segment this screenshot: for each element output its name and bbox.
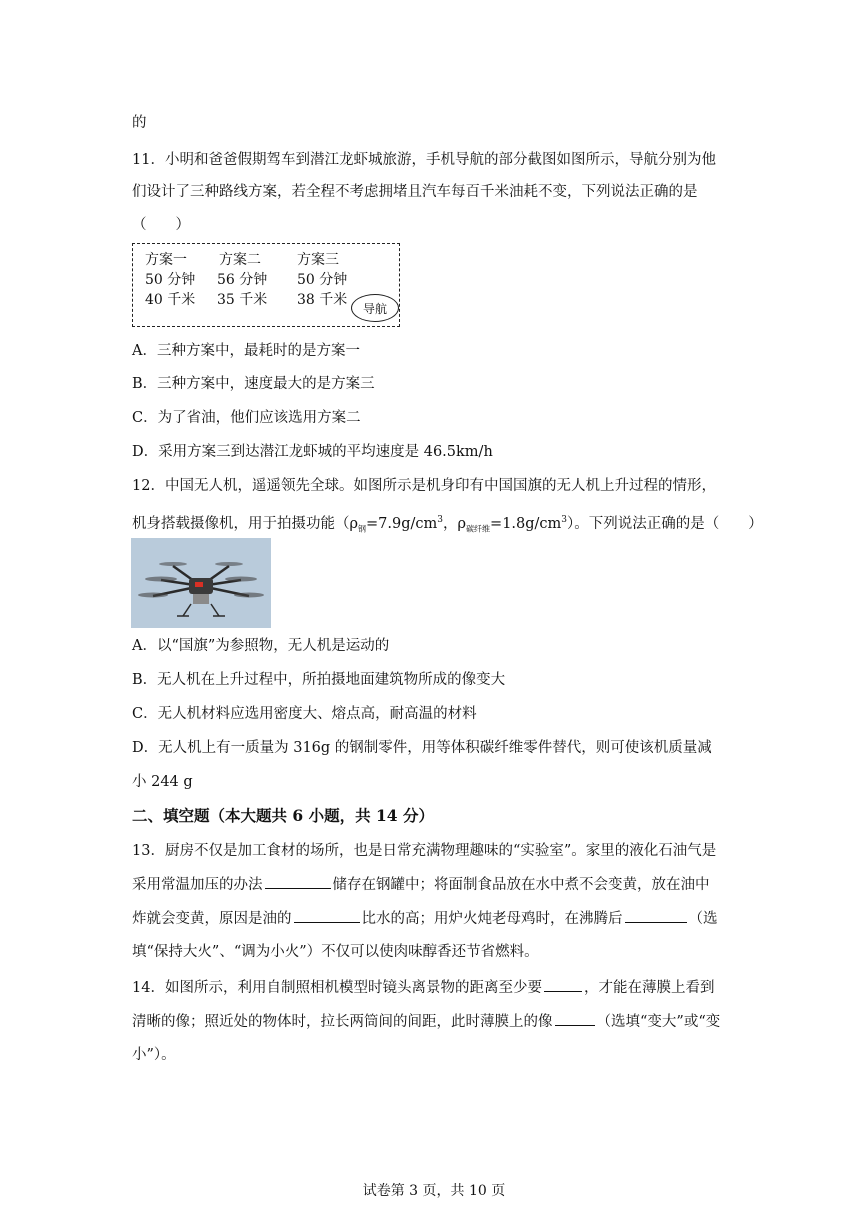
drone-icon (131, 538, 271, 628)
plan-1-time: 50 分钟 (145, 272, 196, 288)
plan-3-name: 方案三 (297, 252, 339, 268)
q14-stem-1 (132, 977, 714, 998)
text: 机身搭载摄像机，用于拍摄功能（ρ (132, 515, 359, 532)
answer-blank[interactable] (544, 977, 582, 992)
q12-option-c: C．无人机材料应选用密度大、熔点高，耐高温的材料 (132, 706, 477, 722)
q11-option-c: C．为了省油，他们应该选用方案二 (132, 410, 361, 426)
text: （选 (688, 911, 718, 927)
navigation-screenshot (132, 243, 400, 327)
subscript: 碳纤维 (466, 524, 491, 534)
plan-3-distance: 38 千米 (297, 292, 348, 308)
q11-option-d: D．采用方案三到达潜江龙虾城的平均速度是 46.5km/h (132, 444, 493, 460)
q12-option-a: A．以“国旗”为参照物，无人机是运动的 (132, 638, 390, 654)
answer-blank[interactable] (294, 908, 360, 923)
plan-3-time: 50 分钟 (297, 272, 348, 288)
text: 储存在钢罐中；将面制食品放在水中煮不会变黄，放在油中 (332, 877, 710, 893)
q11-option-a: A．三种方案中，最耗时的是方案一 (132, 343, 360, 359)
superscript: 3 (437, 515, 444, 525)
section-heading: 二、填空题（本大题共 6 小题，共 14 分） (132, 806, 434, 825)
q13-stem-2 (132, 874, 710, 895)
plan-2-name: 方案二 (219, 252, 261, 268)
q14-stem-2 (132, 1011, 720, 1032)
q11-answer-bracket: （ ） (132, 217, 190, 233)
text: 比水的高；用炉火炖老母鸡时，在沸腾后 (361, 911, 623, 927)
q13-stem-3 (132, 908, 718, 929)
answer-blank[interactable] (625, 908, 687, 923)
q12-option-b: B．无人机在上升过程中，所拍摄地面建筑物所成的像变大 (132, 672, 506, 688)
text: 清晰的像；照近处的物体时，拉长两筒间的间距，此时薄膜上的像 (132, 1014, 553, 1030)
drone-photo (131, 538, 271, 628)
answer-blank[interactable] (265, 874, 331, 889)
text: ，才能在薄膜上看到 (583, 980, 715, 996)
text-line: 的 (132, 115, 147, 131)
q11-option-b: B．三种方案中，速度最大的是方案三 (132, 376, 375, 392)
plan-2-time: 56 分钟 (217, 272, 268, 288)
navigate-button[interactable]: 导航 (351, 294, 399, 322)
plan-1-distance: 40 千米 (145, 292, 196, 308)
q13-stem-4: 填“保持大火”、“调为小火”）不仅可以使肉味醇香还节省燃料。 (132, 944, 539, 960)
q13-stem-1: 13．厨房不仅是加工食材的场所，也是日常充满物理趣味的“实验室”。家里的液化石油气是 (132, 843, 717, 859)
q14-stem-3: 小”）。 (132, 1047, 176, 1063)
q12-stem-1: 12．中国无人机，遥遥领先全球。如图所示是机身印有中国国旗的无人机上升过程的情形， (132, 478, 716, 494)
q12-option-d-cont: 小 244 g (132, 774, 193, 790)
q12-stem-2 (132, 510, 763, 540)
text: （选填“变大”或“变 (596, 1014, 721, 1030)
text: ）。下列说法正确的是（ ） (567, 515, 763, 532)
q11-stem-2: 们设计了三种路线方案，若全程不考虑拥堵且汽车每百千米油耗不变，下列说法正确的是 (132, 184, 698, 200)
text: 14．如图所示，利用自制照相机模型时镜头离景物的距离至少要 (132, 980, 542, 996)
text: =7.9g/cm (366, 515, 438, 532)
plan-1-name: 方案一 (145, 252, 187, 268)
subscript: 钢 (358, 524, 367, 534)
text: ，ρ (443, 515, 467, 532)
text: 炸就会变黄，原因是油的 (132, 911, 292, 927)
q11-stem-1: 11．小明和爸爸假期驾车到潜江龙虾城旅游，手机导航的部分截图如图所示，导航分别为他 (132, 152, 716, 168)
plan-2-distance: 35 千米 (217, 292, 268, 308)
text: =1.8g/cm (490, 515, 562, 532)
answer-blank[interactable] (555, 1011, 595, 1026)
page-footer: 试卷第 3 页，共 10 页 (362, 1183, 506, 1199)
q12-option-d: D．无人机上有一质量为 316g 的钢制零件，用等体积碳纤维零件替代，则可使该机质量减 (132, 740, 712, 756)
text: 采用常温加压的办法 (132, 877, 263, 893)
superscript: 3 (561, 515, 568, 525)
